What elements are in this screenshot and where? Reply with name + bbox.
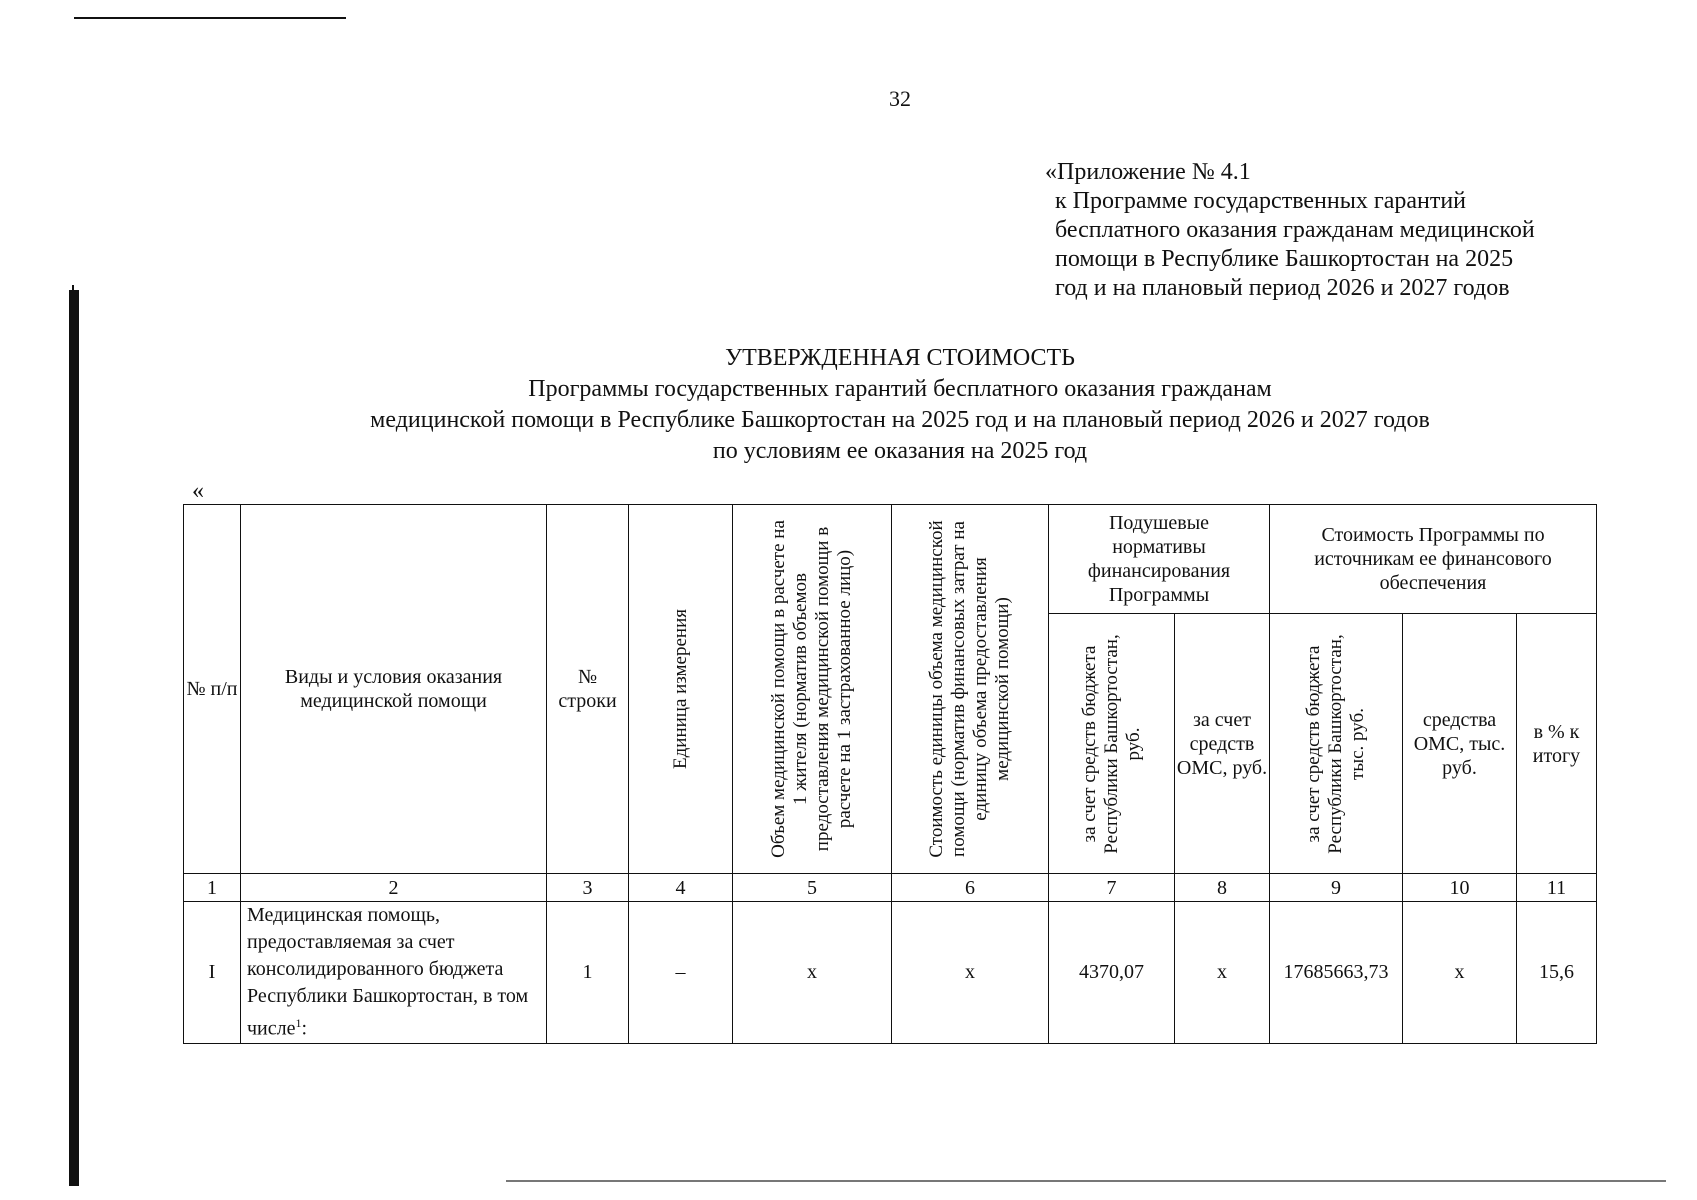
header-budget-thousand — [1270, 614, 1403, 874]
title-line: Программы государственных гарантий бесплатного оказания гражданам — [528, 376, 1272, 402]
header-percent: в % к итогу — [1517, 614, 1597, 874]
row-volume: х — [733, 902, 892, 1044]
row-per-capita-budget: 4370,07 — [1049, 902, 1175, 1044]
row-total-oms: х — [1403, 902, 1517, 1044]
header-unit-cost-text: Стоимость единицы объема медицинской помощи (норматив финансовых затрат на единицу объема предоставления медицинской помощи) — [926, 520, 1013, 858]
header-unit-cost — [892, 505, 1049, 874]
column-number-row — [184, 874, 1597, 902]
header-unit-text: Единица измерения — [669, 609, 691, 769]
row-line: 1 — [547, 902, 629, 1044]
scan-edge-left-thin — [72, 285, 74, 315]
appendix-note — [1045, 158, 1535, 303]
row-name-suffix: : — [301, 1017, 308, 1040]
row-unit: – — [629, 902, 733, 1044]
header-num: № п/п — [184, 505, 241, 874]
header-unit — [629, 505, 733, 874]
appendix-line: к Программе государственных гарантий — [1055, 188, 1467, 214]
column-number: 3 — [547, 874, 629, 902]
row-name-cell — [241, 902, 547, 1044]
appendix-line: бесплатного оказания гражданам медицинской — [1055, 217, 1535, 243]
row-per-capita-oms: х — [1175, 902, 1270, 1044]
scan-line-bottom — [506, 1180, 1666, 1182]
page-number: 32 — [889, 86, 911, 111]
column-number: 9 — [1270, 874, 1403, 902]
row-cost: х — [892, 902, 1049, 1044]
appendix-line: год и на плановый период 2026 и 2027 годов — [1055, 275, 1510, 301]
header-oms-rub: за счет средств ОМС, руб. — [1175, 614, 1270, 874]
row-name: Медицинская помощь, предоставляемая за счет консолидированного бюджета Республики Башкортостан, в том числе — [247, 904, 529, 1040]
row-total-budget: 17685663,73 — [1270, 902, 1403, 1044]
cost-table — [183, 504, 1597, 1044]
column-number: 4 — [629, 874, 733, 902]
row-num: I — [184, 902, 241, 1044]
scan-line-top — [74, 17, 346, 19]
header-budget-thousand-text: за счет средств бюджета Республики Башкортостан, тыс. руб. — [1303, 633, 1368, 854]
title-line: медицинской помощи в Республике Башкортостан на 2025 год и на плановый период 2026 и 2027 годов — [370, 407, 1430, 433]
opening-quote: « — [192, 478, 204, 504]
header-budget-rub — [1049, 614, 1175, 874]
appendix-line: «Приложение № 4.1 — [1045, 159, 1251, 185]
header-group-per-capita: Подушевые нормативы финансирования Программы — [1049, 505, 1270, 614]
footnote-mark: 1 — [295, 1016, 302, 1030]
header-oms-thousand: средства ОМС, тыс. руб. — [1403, 614, 1517, 874]
appendix-line: помощи в Республике Башкортостан на 2025 — [1055, 246, 1514, 272]
document-title — [0, 343, 1697, 467]
header-group-program-cost: Стоимость Программы по источникам ее финансового обеспечения — [1270, 505, 1597, 614]
column-number: 8 — [1175, 874, 1270, 902]
header-line-num: № строки — [547, 505, 629, 874]
column-number: 6 — [892, 874, 1049, 902]
table-row — [184, 902, 1597, 1044]
column-number: 11 — [1517, 874, 1597, 902]
header-kind: Виды и условия оказания медицинской помощи — [241, 505, 547, 874]
title-line: УТВЕРЖДЕННАЯ СТОИМОСТЬ — [725, 345, 1075, 371]
header-row — [184, 505, 1597, 614]
column-number: 10 — [1403, 874, 1517, 902]
column-number: 1 — [184, 874, 241, 902]
row-percent: 15,6 — [1517, 902, 1597, 1044]
column-number: 7 — [1049, 874, 1175, 902]
title-line: по условиям ее оказания на 2025 год — [712, 438, 1088, 464]
column-number: 5 — [733, 874, 892, 902]
header-volume-text: Объем медицинской помощи в расчете на 1 жителя (норматив объемов предоставления медицинской помощи в расчете на 1 застрахованное лицо) — [768, 520, 855, 858]
header-budget-rub-text: за счет средств бюджета Республики Башкортостан, руб. — [1078, 633, 1144, 854]
column-number: 2 — [241, 874, 547, 902]
header-volume — [733, 505, 892, 874]
